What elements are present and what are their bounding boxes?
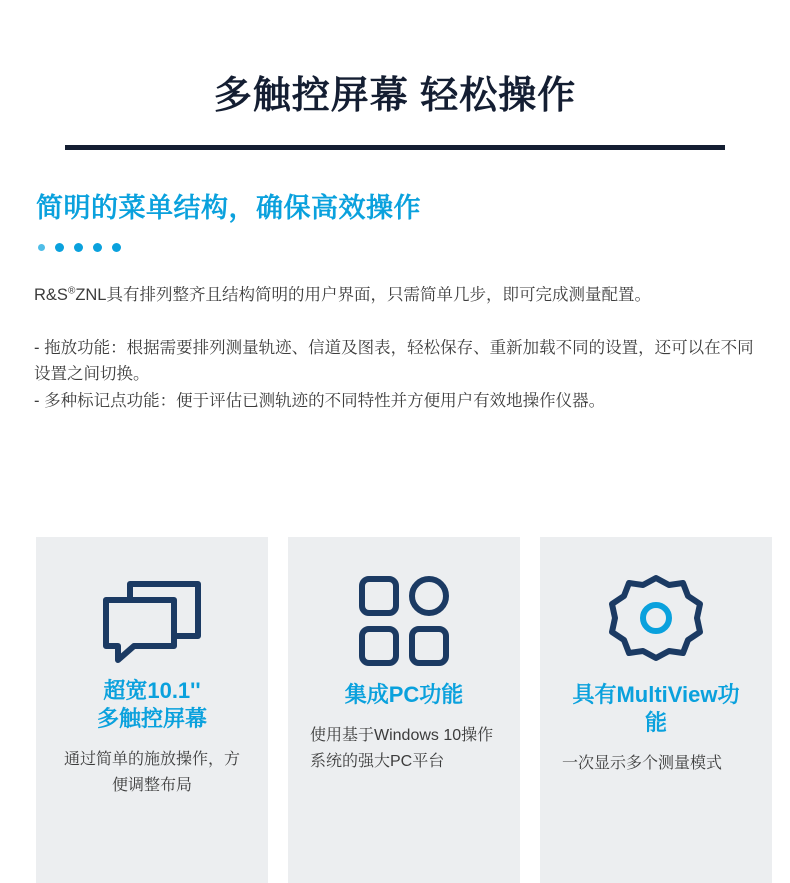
dot-1 [38, 244, 45, 251]
decorative-dots [38, 243, 790, 252]
feature-card-description: 一次显示多个测量模式 [562, 755, 723, 773]
dot-2 [55, 243, 64, 252]
feature-card-multiview [540, 537, 772, 883]
feature-card-title-line2: 多触控屏幕 [96, 706, 207, 732]
bullet-item-2: - 多种标记点功能：便于评估已测轨迹的不同特性并方便用户有效地操作仪器。 [34, 392, 606, 411]
bullet-item-1: - 拖放功能：根据需要排列测量轨迹、信道及图表，轻松保存、重新加载不同的设置，还可以在不同设置之间切换。 [34, 338, 754, 384]
feature-card-touchscreen [36, 537, 268, 883]
section-heading: 简明的菜单结构，确保高效操作 [36, 193, 421, 223]
intro-paragraph [34, 282, 756, 309]
feature-card-title: 具有MultiView功能 [572, 682, 740, 736]
feature-card-list [36, 537, 772, 883]
dot-5 [112, 243, 121, 252]
intro-prefix: R&S [34, 286, 68, 304]
feature-card-title-line1: 超宽10.1'' [103, 678, 201, 703]
feature-card-title: 集成PC功能 [344, 682, 464, 707]
apps-grid-icon [310, 571, 498, 671]
feature-card-description: 通过简单的施放操作，方便调整布局 [63, 751, 240, 794]
title-divider [65, 145, 725, 150]
intro-main: ZNL具有排列整齐且结构简明的用户界面，只需简单几步，即可完成测量配置。 [75, 286, 651, 304]
feature-card-description: 使用基于Windows 10操作系统的强大PC平台 [310, 727, 494, 770]
dot-3 [74, 243, 83, 252]
gear-icon [562, 571, 750, 671]
feature-card-pc [288, 537, 520, 883]
page-title: 多触控屏幕 轻松操作 [213, 75, 577, 117]
bullet-list [34, 335, 756, 415]
dot-4 [93, 243, 102, 252]
feature-card-title [58, 677, 246, 733]
screens-icon [58, 571, 246, 671]
registered-mark: ® [67, 285, 76, 297]
